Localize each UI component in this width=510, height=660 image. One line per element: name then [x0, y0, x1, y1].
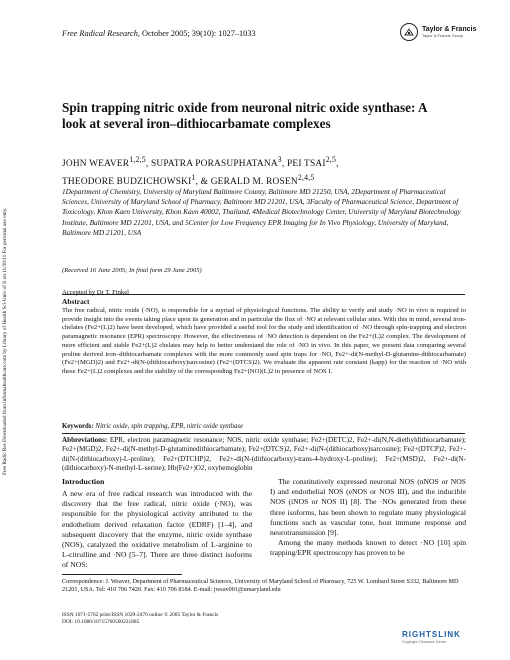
affiliations: 1Department of Chemistry, University of Maryland Baltimore County, Baltimore MD 21250, USA, 2Department of Pharmaceutical Sciences, University of Maryland School of Pharmacy, Baltimore MD 21201, USA, 3Faculty of Pharmaceutical Science, Department of Toxicology, Khon Kaen University, Khon Kaen 40002, Thailand, 4Medical Biotechnology Center, University of Maryland Biotechnology Institute, Baltimore MD 21201, USA, and 5Center for Low Frequency EPR Imaging for In Vivo Physiology, University of Maryland, Baltimore MD 21201, USA: [62, 187, 461, 237]
introduction-left-column: A new era of free radical research was introduced with the discovery that the free radical, nitric oxide (·NO), was responsible for the physiological activity attributed to the endothelium derived relaxation factor (EDRF) [1–4], and subsequent discovery that the enzyme, nitric oxide synthase (NOS), catalyzed the oxidative metabolism of L-arginine to L-citrulline and ·NO [5–7]. There are three distinct isoforms of NOS:: [62, 489, 252, 570]
keywords-text: Nitric oxide, spin trapping, EPR, nitric oxide synthase: [93, 423, 244, 430]
abstract-top-rule: [62, 294, 465, 295]
abbreviations-text: EPR, electron paramagnetic resonance; NOS, nitric oxide synthase; Fe2+(DETC)2, Fe2+-di(N,N-diethyldithiocarbamate); Fe2+(MGD)2, Fe2+-di(N-methyl-D-glutaminedithiocarbamate); Fe2+(DTCS)2, Fe2+-di(N-(dithiocarboxy)sarcosine); Fe2+(DTCP)2, Fe2+-di(N-(dithiocarboxy)-L-proline); Fe2+(DTCHP)2, Fe2+-di(N-(dithiocarboxy)-trans-4-hydroxy-L-proline); Fe2+(MSD)2, Fe2+-di(N-(dithiocarboxy)-N-methyl-L-serine); Hb(Fe2+)O2, oxyhemoglobin: [62, 436, 466, 473]
journal-issue: , October 2005; 39(10): 1027–1033: [137, 29, 256, 38]
journal-citation: [62, 29, 256, 38]
article-title: Spin trapping nitric oxide from neuronal nitric oxide synthase: A look at several iron–dithiocarbamate complexes: [62, 100, 427, 131]
download-watermark: [2, 185, 24, 475]
accepted-by: Accepted by Dr T. Finkel: [62, 289, 129, 296]
journal-name: Free Radical Research: [62, 29, 138, 38]
authors-line-2: THEODORE BUDZICHOWSKI$^1$, & GERALD M. ROSEN$^{2,4,5}$: [62, 173, 315, 188]
keywords-rule: [62, 433, 465, 434]
publisher-logo: [400, 23, 476, 41]
abbreviations: [62, 436, 466, 474]
issn-block: [62, 612, 362, 627]
abstract-text: The free radical, nitric oxide (·NO), is responsible for a myriad of physiological functions. The ability to verify and study ·NO in vivo is required to provide insight into the events taking place upon its generation and in particular the flux of ·NO at relevant cellular sites. With this in mind, several iron-chelates (Fe2+(L)2) have been developed, which have provided a useful tool for the study and identification of ·NO through spin-trapping and electron paramagnetic resonance (EPR) spectroscopy. However, the effectiveness of ·NO detection is dependent on the Fe2+(L)2 complex. The development of more efficient and stable Fe2+(L)2 chelates may help to better understand the role of ·NO in vivo. In this paper, we present data comparing several proline derived iron–dithiocarbamate complexes with the more commonly used spin traps for ·NO, Fe2+-di(N-methyl-D-glutamine-dithiocarbamate) (Fe2+(MGD)2) and Fe2+-di(N-(dithiocarboxy)sarcosine) (Fe2+(DTCS)2). We evaluate the apparent rate constant (kapp) for the reaction of ·NO with these Fe2+(L)2 complexes and the stability of the corresponding Fe2+(NO)(L)2 in presence of NOS I.: [62, 307, 466, 375]
intro-right-paragraph-2: Among the many methods known to detect ·NO [10] spin trapping/EPR spectroscopy has proven to be: [270, 538, 466, 558]
download-watermark-text: Free Radic Res Downloaded from informahealthcare.com by Library of Health Sci-Univ of Il on 11/30/11 For personal use only.: [2, 207, 8, 475]
rightslink-logo[interactable]: RIGHTSLINK: [402, 630, 461, 639]
keywords-label: Keywords:: [62, 423, 94, 430]
abbreviations-label: Abbreviations:: [62, 436, 108, 444]
intro-right-paragraph-1: The constitutively expressed neuronal NOS (nNOS or NOS I) and endothelial NOS (eNOS or NOS III), and the inducible NOS (iNOS or NOS II) [8]. The ·NOs generated from these three isoforms, has been shown to regulate many physiological functions such as vascular tone, host immune response and neurotransmission [9].: [270, 477, 466, 538]
footnote-rule: [62, 574, 182, 575]
rightslink-subtitle: Copyright Clearance Center: [402, 640, 447, 644]
doi-line: DOI: 10.1080/10715760500231885: [62, 619, 140, 626]
keywords: [62, 423, 466, 430]
author-list: [62, 153, 462, 189]
abstract-heading: Abstract: [62, 297, 90, 306]
correspondence-note: Correspondence: J. Weaver, Department of Pharmaceutical Sciences, University of Maryland School of Pharmacy, 725 W. Lombard Street S332, Baltimore MD 21201, USA. Tel: 410 706 7420. Fax: 410 706 8184. E-mail: jweav001@umaryland.edu: [62, 578, 459, 593]
introduction-right-column: [270, 477, 466, 559]
publisher-name: Taylor & Francis: [422, 26, 477, 33]
introduction-heading: Introduction: [62, 477, 105, 486]
authors-line-1: JOHN WEAVER$^{1,2,5}$, SUPATRA PORASUPHATANA$^3$, PEI TSAI$^{2,5}$,: [62, 155, 339, 170]
publisher-group: Taylor & Francis Group: [422, 33, 463, 38]
received-dates: (Received 16 June 2005; In final form 29 June 2005): [62, 267, 202, 274]
publisher-emblem-icon: [400, 23, 418, 41]
issn-line: ISSN 1071-5762 print/ISSN 1029-2470 online © 2005 Taylor & Francis: [62, 612, 219, 618]
